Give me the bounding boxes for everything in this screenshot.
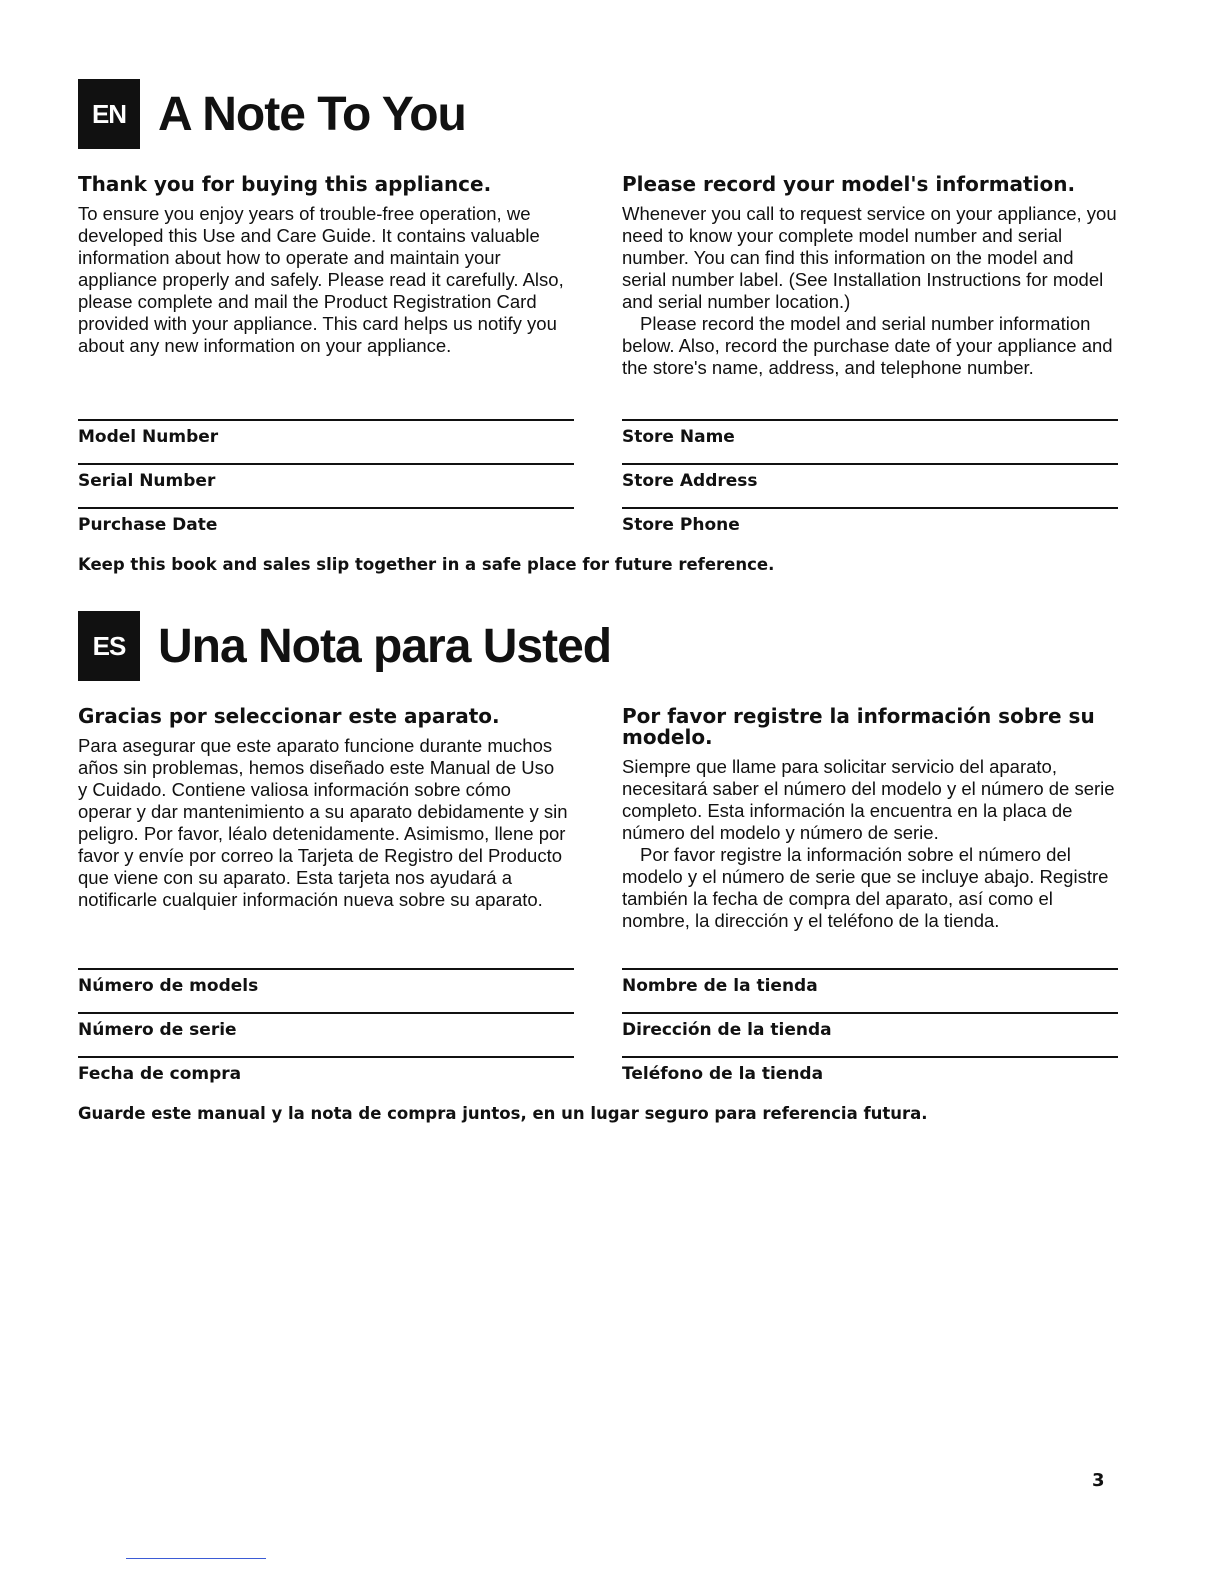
field-label: Store Name — [622, 427, 735, 447]
record-info-column — [622, 174, 1118, 379]
field-label: Número de serie — [78, 1020, 237, 1040]
thank-you-heading: Thank you for buying this appliance. — [78, 172, 492, 196]
store-fields — [622, 419, 1118, 551]
store-name-field[interactable] — [622, 968, 1118, 1012]
record-info-text: Siempre que llame para solicitar servicio del aparato, necesitará saber el número del modelo y el número de serie completo. Esta información la encuentra en la placa de número del modelo y número de serie. — [622, 756, 1115, 843]
field-label: Store Address — [622, 471, 758, 491]
field-label: Dirección de la tienda — [622, 1020, 832, 1040]
record-info-text-2: Por favor registre la información sobre el número del modelo y el número de serie que se incluye abajo. Registre también la fecha de compra del aparato, así como el nombre, la dirección y el teléfono de la tienda. — [622, 844, 1109, 931]
store-fields — [622, 968, 1118, 1100]
language-badge-en: EN — [78, 79, 140, 149]
record-info-heading: Por favor registre la información sobre su modelo. — [622, 704, 1095, 749]
field-label: Teléfono de la tienda — [622, 1064, 824, 1084]
store-address-field[interactable] — [622, 463, 1118, 507]
page-title: A Note To You — [158, 87, 466, 141]
model-number-field[interactable] — [78, 419, 574, 463]
record-fields — [78, 419, 1118, 551]
section-english — [78, 78, 1118, 574]
record-info-heading: Please record your model's information. — [622, 172, 1076, 196]
record-info-text: Whenever you call to request service on your appliance, you need to know your complete model number and serial number. You can find this information on the model and serial number label. (See Installation Instructions for model and serial number location.) — [622, 203, 1117, 312]
title-row — [78, 78, 1118, 150]
field-label: Purchase Date — [78, 515, 218, 535]
store-phone-field[interactable] — [622, 1056, 1118, 1100]
field-label: Número de models — [78, 976, 259, 996]
field-label: Fecha de compra — [78, 1064, 242, 1084]
field-label: Nombre de la tienda — [622, 976, 818, 996]
intro-columns — [78, 174, 1118, 379]
serial-number-field[interactable] — [78, 1012, 574, 1056]
store-name-field[interactable] — [622, 419, 1118, 463]
footer-rule — [126, 1558, 266, 1559]
page-title-es: Una Nota para Usted — [158, 619, 612, 673]
thank-you-heading: Gracias por seleccionar este aparato. — [78, 704, 500, 728]
product-fields — [78, 968, 574, 1100]
store-address-field[interactable] — [622, 1012, 1118, 1056]
purchase-date-field[interactable] — [78, 507, 574, 551]
store-phone-field[interactable] — [622, 507, 1118, 551]
field-label: Serial Number — [78, 471, 216, 491]
record-info-text-2: Please record the model and serial number information below. Also, record the purchase date of your appliance and the store's name, address, and telephone number. — [622, 313, 1113, 378]
language-badge-es: ES — [78, 611, 140, 681]
field-label: Store Phone — [622, 515, 740, 535]
serial-number-field[interactable] — [78, 463, 574, 507]
thank-you-text: To ensure you enjoy years of trouble-free operation, we developed this Use and Care Guide. It contains valuable information about how to operate and maintain your appliance properly and safely. Please read it carefully. Also, please complete and mail the Product Registration Card provided with your appliance. This card helps us notify you about any new information on your appliance. — [78, 203, 564, 356]
thank-you-column — [78, 174, 568, 379]
product-fields — [78, 419, 574, 551]
keep-note: Keep this book and sales slip together in a safe place for future reference. — [78, 555, 775, 574]
field-label: Model Number — [78, 427, 219, 447]
record-fields — [78, 968, 1118, 1100]
section-spanish — [78, 610, 1118, 1123]
thank-you-column — [78, 706, 568, 932]
title-row — [78, 610, 1118, 682]
page-number: 3 — [1092, 1470, 1105, 1491]
record-info-column — [622, 706, 1118, 932]
model-number-field[interactable] — [78, 968, 574, 1012]
keep-note: Guarde este manual y la nota de compra juntos, en un lugar seguro para referencia futura. — [78, 1104, 928, 1123]
thank-you-text: Para asegurar que este aparato funcione durante muchos años sin problemas, hemos diseñado este Manual de Uso y Cuidado. Contiene valiosa información sobre cómo operar y dar mantenimiento a su aparato debidamente y sin peligro. Por favor, léalo detenidamente. Asimismo, llene por favor y envíe por correo la Tarjeta de Registro del Producto que viene con su aparato. Esta tarjeta nos ayudará a notificarle cualquier información nueva sobre su aparato. — [78, 735, 568, 910]
purchase-date-field[interactable] — [78, 1056, 574, 1100]
intro-columns — [78, 706, 1118, 932]
